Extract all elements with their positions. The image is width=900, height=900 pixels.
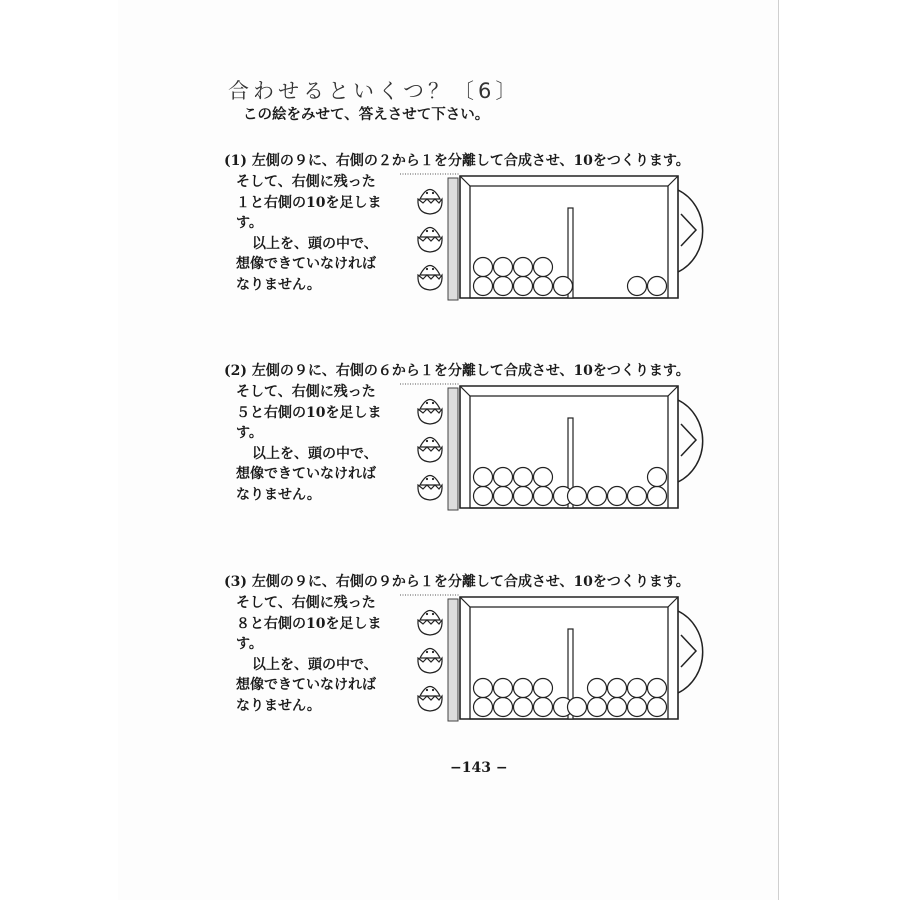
problem-text xyxy=(236,172,396,295)
ball xyxy=(628,679,647,698)
problem-text xyxy=(236,593,396,716)
text-line: す。 xyxy=(236,636,263,652)
ball xyxy=(648,698,667,717)
text-line: そして、右側に残った xyxy=(236,174,376,190)
ball xyxy=(608,487,627,506)
text-line: なりません。 xyxy=(236,486,321,503)
ball xyxy=(474,698,493,717)
ball xyxy=(628,277,647,296)
ball xyxy=(648,487,667,506)
handle xyxy=(678,400,703,482)
ball-box-illustration xyxy=(398,593,728,723)
chick-in-egg-icon xyxy=(418,476,442,501)
handle-pointer xyxy=(681,635,696,667)
ball xyxy=(474,277,493,296)
ball xyxy=(514,468,533,487)
ball xyxy=(608,698,627,717)
ball-box-illustration xyxy=(398,382,728,512)
ball xyxy=(648,468,667,487)
handle-pointer xyxy=(681,214,696,246)
text-line: ８と右側の10を足しま xyxy=(236,615,382,632)
problem-heading: (1) 左側の９に、右側の２から１を分離して合成させ、10をつくります。 xyxy=(224,153,690,169)
chick-in-egg-icon xyxy=(418,266,442,291)
ball xyxy=(474,487,493,506)
problem-heading: (3) 左側の９に、右側の９から１を分離して合成させ、10をつくります。 xyxy=(224,574,690,590)
text-line: ５と右側の10を足しま xyxy=(236,404,382,421)
ball xyxy=(474,468,493,487)
ball xyxy=(494,698,513,717)
text-line: なりません。 xyxy=(236,276,321,293)
text-line: 以上を、頭の中で、 xyxy=(252,235,378,252)
text-line: １と右側の10を足しま xyxy=(236,194,382,211)
ball-box-illustration xyxy=(398,172,728,302)
ball xyxy=(628,698,647,717)
page-title: 合わせるといくつ？〔6〕 xyxy=(228,79,521,103)
ball xyxy=(514,487,533,506)
side-panel xyxy=(448,388,458,510)
ball xyxy=(534,277,553,296)
page-subtitle: この絵をみせて、答えさせて下さい。 xyxy=(243,106,490,123)
ball xyxy=(534,258,553,277)
text-line: 想像できていなければ xyxy=(236,466,376,482)
ball xyxy=(494,258,513,277)
chick-in-egg-icon xyxy=(418,400,442,425)
ball xyxy=(514,258,533,277)
ball xyxy=(568,698,587,717)
ball xyxy=(534,698,553,717)
text-line: 想像できていなければ xyxy=(236,677,376,693)
ball xyxy=(494,468,513,487)
chick-in-egg-icon xyxy=(418,190,442,215)
ball xyxy=(534,468,553,487)
ball xyxy=(494,487,513,506)
handle xyxy=(678,611,703,693)
text-line: 想像できていなければ xyxy=(236,256,376,272)
handle-pointer xyxy=(681,424,696,456)
ball xyxy=(588,679,607,698)
ball xyxy=(648,277,667,296)
ball xyxy=(648,679,667,698)
ball xyxy=(588,487,607,506)
ball xyxy=(474,679,493,698)
ball xyxy=(534,679,553,698)
chick-in-egg-icon xyxy=(418,438,442,463)
ball xyxy=(514,698,533,717)
chick-in-egg-icon xyxy=(418,687,442,712)
side-panel xyxy=(448,178,458,300)
text-line: なりません。 xyxy=(236,697,321,714)
chick-in-egg-icon xyxy=(418,649,442,674)
ball xyxy=(608,679,627,698)
page-number: −143 − xyxy=(450,760,508,776)
text-line: す。 xyxy=(236,215,263,231)
problem-text xyxy=(236,382,396,505)
ball xyxy=(554,277,573,296)
problem-heading: (2) 左側の９に、右側の６から１を分離して合成させ、10をつくります。 xyxy=(224,363,690,379)
ball xyxy=(568,487,587,506)
handle xyxy=(678,190,703,272)
text-line: 以上を、頭の中で、 xyxy=(252,445,378,462)
text-line: 以上を、頭の中で、 xyxy=(252,656,378,673)
ball xyxy=(514,277,533,296)
ball xyxy=(588,698,607,717)
ball xyxy=(494,277,513,296)
text-line: そして、右側に残った xyxy=(236,595,376,611)
ball xyxy=(514,679,533,698)
ball xyxy=(534,487,553,506)
ball xyxy=(474,258,493,277)
chick-in-egg-icon xyxy=(418,228,442,253)
ball xyxy=(494,679,513,698)
chick-in-egg-icon xyxy=(418,611,442,636)
text-line: そして、右側に残った xyxy=(236,384,376,400)
ball xyxy=(628,487,647,506)
side-panel xyxy=(448,599,458,721)
text-line: す。 xyxy=(236,425,263,441)
